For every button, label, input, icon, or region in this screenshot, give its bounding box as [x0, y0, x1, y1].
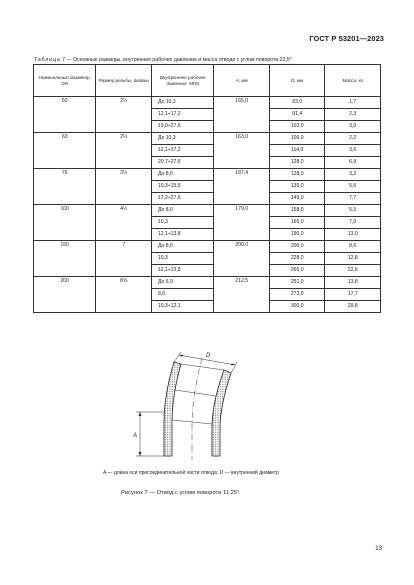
cell-d: 190,0	[269, 229, 325, 241]
cell-thread: 2½	[96, 97, 152, 133]
cell-d: 91,4	[269, 109, 325, 121]
cell-thread: 2½	[96, 133, 152, 169]
cell-d: 272,0	[269, 289, 325, 301]
cell-pressure: До 8,6	[151, 205, 213, 217]
cell-thread: 3½	[96, 169, 152, 205]
table-body	[34, 97, 381, 313]
elbow-wall-right	[212, 370, 231, 456]
cell-d: 165,0	[269, 217, 325, 229]
table-row	[34, 205, 381, 217]
cell-thread: 8⅝	[96, 277, 152, 313]
table-row	[34, 241, 381, 253]
column-header-d: D, мм	[269, 65, 325, 97]
cell-d: 106,0	[269, 133, 325, 145]
cell-mass: 7,7	[325, 193, 381, 205]
cell-d: 128,0	[269, 169, 325, 181]
elbow-drawing	[128, 352, 268, 464]
cell-mass: 22,6	[325, 265, 381, 277]
column-header-a: A, мм	[214, 65, 270, 97]
cell-mass: 5,5	[325, 205, 381, 217]
dimensions-table	[33, 64, 381, 313]
cell-pressure: 17,2÷27,6	[151, 193, 213, 205]
elbow-centre-line	[192, 358, 202, 460]
table-caption-word: Таблица	[34, 57, 61, 63]
cell-pressure: 12,1÷17,2	[151, 109, 213, 121]
cell-mass: 13,0	[325, 229, 381, 241]
cell-mass: 3,2	[325, 169, 381, 181]
column-header-pressure: Внутреннее рабочее давление, МПа	[151, 65, 213, 97]
cell-pressure: 12,1÷17,2	[151, 145, 213, 157]
cell-d: 251,0	[269, 277, 325, 289]
table-caption-text: 7 — Основные размеры, внутреннее рабочее давление и масса отвода с углом поворота 22,5°	[60, 57, 292, 63]
cell-d: 300,0	[269, 301, 325, 313]
dimension-d-label: D	[206, 353, 211, 359]
cell-d: 265,0	[269, 265, 325, 277]
cell-mass: 3,6	[325, 145, 381, 157]
cell-mass: 3,0	[325, 121, 381, 133]
cell-pressure: 12,1÷13,8	[151, 229, 213, 241]
cell-pressure: 19,0÷27,6	[151, 121, 213, 133]
cell-pressure: До 10,3	[151, 97, 213, 109]
cell-mass: 29,8	[325, 301, 381, 313]
elbow-wall-left	[164, 362, 181, 456]
cell-pressure: 12,1÷13,8	[151, 265, 213, 277]
cell-mass: 2,2	[325, 133, 381, 145]
table-row	[34, 133, 381, 145]
cell-mass: 6,9	[325, 157, 381, 169]
cell-mass: 2,3	[325, 109, 381, 121]
cell-a: 165,0	[214, 97, 270, 133]
cell-mass: 17,7	[325, 289, 381, 301]
column-header-mass: Масса, кг	[325, 65, 381, 97]
cell-pressure: 10,3÷12,1	[151, 301, 213, 313]
figure-caption: Рисунок 7 — Отвод с углом поворота 11,25°	[121, 490, 240, 496]
cell-a: 200,0	[214, 241, 270, 277]
table-row	[34, 277, 381, 289]
cell-dn: 150	[34, 241, 96, 277]
cell-pressure: До 10,3	[151, 133, 213, 145]
cell-pressure: 10,3÷15,5	[151, 181, 213, 193]
cell-d: 158,0	[269, 205, 325, 217]
cell-mass: 12,8	[325, 253, 381, 265]
page-number: 13	[375, 545, 382, 552]
cell-a: 187,4	[214, 169, 270, 205]
cell-pressure: 10,3	[151, 217, 213, 229]
cell-mass: 1,7	[325, 97, 381, 109]
cell-thread: 7	[96, 241, 152, 277]
cell-dn: 200	[34, 277, 96, 313]
cell-d: 135,0	[269, 181, 325, 193]
cell-d: 206,0	[269, 241, 325, 253]
cell-mass: 7,0	[325, 217, 381, 229]
cell-mass: 8,6	[325, 241, 381, 253]
cell-d: 114,0	[269, 145, 325, 157]
table-caption	[34, 57, 394, 63]
cell-a: 163,0	[214, 133, 270, 169]
table-row	[34, 97, 381, 109]
cell-pressure: До 8,6	[151, 241, 213, 253]
cell-d: 83,0	[269, 97, 325, 109]
table-row	[34, 169, 381, 181]
cell-d: 102,0	[269, 121, 325, 133]
cell-thread: 4½	[96, 205, 152, 241]
dimension-a-line	[136, 412, 164, 456]
column-header-thread: Размер резьбы, дюймы	[96, 65, 152, 97]
cell-mass: 5,6	[325, 181, 381, 193]
cell-dn: 63	[34, 133, 96, 169]
cell-pressure: 8,6	[151, 289, 213, 301]
table-header-row	[34, 65, 381, 97]
cell-a: 212,5	[214, 277, 270, 313]
cell-dn: 100	[34, 205, 96, 241]
dimension-a-label: A	[133, 433, 138, 439]
cell-d: 228,0	[269, 253, 325, 265]
cell-pressure: 20,7÷27,6	[151, 157, 213, 169]
cell-pressure: До 8,6	[151, 169, 213, 181]
figure-legend: A — длина оси присоединительной части отвода; D — внутренний диаметр	[103, 470, 279, 476]
cell-dn: 50	[34, 97, 96, 133]
cell-mass: 13,8	[325, 277, 381, 289]
cell-pressure: До 6,9	[151, 277, 213, 289]
cell-a: 179,0	[214, 205, 270, 241]
cell-d: 128,0	[269, 157, 325, 169]
cell-pressure: 10,3	[151, 253, 213, 265]
standard-code: ГОСТ Р 53201—2023	[309, 34, 384, 43]
column-header-dn: Номинальный диаметр, DN	[34, 65, 96, 97]
cell-d: 149,0	[269, 193, 325, 205]
cell-dn: 76	[34, 169, 96, 205]
